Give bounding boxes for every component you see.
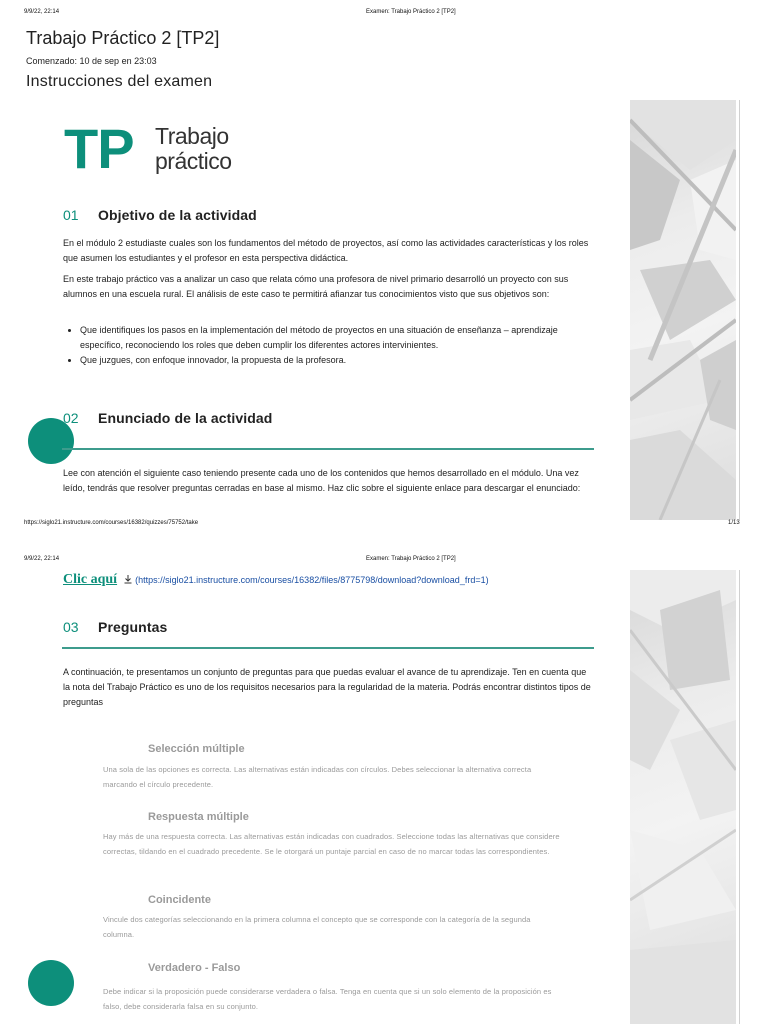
instructions-heading: Instrucciones del examen bbox=[26, 73, 213, 90]
abstract-architecture-icon bbox=[630, 570, 736, 1024]
section-3-title: Preguntas bbox=[98, 619, 168, 635]
question-type-title: Selección múltiple bbox=[148, 743, 245, 755]
section-2-divider bbox=[62, 448, 594, 450]
section-1-paragraph-1: En el módulo 2 estudiaste cuales son los fundamentos del método de proyectos, así como las actividades características y los roles que asumen los estudiantes y el profesor en esta perspectiva didáctica. bbox=[63, 238, 589, 263]
section-2-paragraph-1: Lee con atención el siguiente caso teniendo presente cada uno de los contenidos que hemos desarrollado en el módulo. Una vez leído, tendrás que resolver preguntas cerradas en base al mismo. Haz clic sobre el siguiente enlace para descargar el enunciado: bbox=[63, 468, 581, 493]
print-header-date: 9/9/22, 22:14 bbox=[24, 556, 60, 562]
section-3-number: 03 bbox=[63, 619, 79, 635]
print-header-title: Examen: Trabajo Práctico 2 [TP2] bbox=[366, 556, 456, 562]
section-3-divider bbox=[62, 647, 594, 649]
question-type-description: Hay más de una respuesta correcta. Las alternativas están indicadas con cuadrados. Seleccione todas las alternativas que considere correctas, tildando en el cuadrado precedente. Se le otorgará un puntaje parcial en caso de no marcar todas las correspondientes. bbox=[103, 832, 560, 856]
download-link-row bbox=[63, 572, 489, 588]
tp-logo-line2: práctico bbox=[155, 148, 232, 174]
section-1-title: Objetivo de la actividad bbox=[98, 207, 257, 223]
list-item: • Que juzgues, con enfoque innovador, la propuesta de la profesora. bbox=[80, 353, 600, 368]
download-url[interactable]: (https://siglo21.instructure.com/courses/16382/files/8775798/download?download_frd=1) bbox=[135, 575, 489, 585]
print-footer-url: https://siglo21.instructure.com/courses/16382/quizzes/75752/take bbox=[24, 520, 199, 526]
section-1-paragraph-2: En este trabajo práctico vas a analizar un caso que relata cómo una profesora de nivel primario desarrolló un proyecto con sus alumnos en una escuela rural. El análisis de este caso te permitirá afianzar tus conocimientos visto que sus objetivos son: bbox=[63, 274, 569, 299]
download-link[interactable]: Clic aquí bbox=[63, 572, 118, 587]
decorative-side-image bbox=[630, 570, 736, 1024]
abstract-architecture-icon bbox=[630, 100, 736, 520]
decorative-side-image bbox=[630, 100, 736, 520]
side-divider bbox=[739, 100, 740, 520]
side-divider bbox=[739, 570, 740, 1024]
page-title: Trabajo Práctico 2 [TP2] bbox=[26, 28, 220, 48]
question-type-description: Vincule dos categorías seleccionando en la primera columna el concepto que se corresponde con la categoría de la segunda columna. bbox=[103, 915, 531, 939]
question-type-description: Debe indicar si la proposición puede considerarse verdadera o falsa. Tenga en cuenta que si un solo elemento de la proposición es falso, debe considerarla falsa en su conjunto. bbox=[103, 987, 552, 1011]
question-type-title: Coincidente bbox=[148, 894, 211, 906]
download-icon[interactable] bbox=[123, 574, 133, 586]
print-header-title: Examen: Trabajo Práctico 2 [TP2] bbox=[366, 9, 456, 15]
section-2-title: Enunciado de la actividad bbox=[98, 410, 273, 426]
list-item: • Que identifiques los pasos en la implementación del método de proyectos en una situación de enseñanza – aprendizaje específico, reconociendo los roles que deben cumplir los diferentes actores intervinientes. bbox=[80, 323, 600, 353]
print-footer-page-number: 1/13 bbox=[728, 520, 740, 526]
started-timestamp: Comenzado: 10 de sep en 23:03 bbox=[26, 56, 157, 66]
print-page-2 bbox=[0, 552, 768, 1024]
tp-logo-text bbox=[155, 124, 232, 174]
section-1-number: 01 bbox=[63, 207, 79, 223]
question-type-title: Respuesta múltiple bbox=[148, 811, 249, 823]
question-type-title: Verdadero - Falso bbox=[148, 962, 241, 974]
question-type-description: Una sola de las opciones es correcta. Las alternativas están indicadas con círculos. Debes seleccionar la alternativa correcta marcando el círculo precedente. bbox=[103, 765, 532, 789]
tp-logo-mark: TP bbox=[64, 117, 134, 180]
section-2-number: 02 bbox=[63, 410, 79, 426]
section-3-paragraph-1: A continuación, te presentamos un conjunto de preguntas para que puedas evaluar el avance de tu aprendizaje. Ten en cuenta que la nota del Trabajo Práctico es uno de los requisitos necesarios para la regularidad de la materia. Podrás encontrar distintos tipos de preguntas bbox=[63, 667, 591, 707]
section-marker-dot bbox=[28, 960, 74, 1006]
section-1-objectives-list bbox=[66, 323, 600, 368]
print-header-date: 9/9/22, 22:14 bbox=[24, 9, 60, 15]
tp-logo-line1: Trabajo bbox=[155, 123, 229, 149]
